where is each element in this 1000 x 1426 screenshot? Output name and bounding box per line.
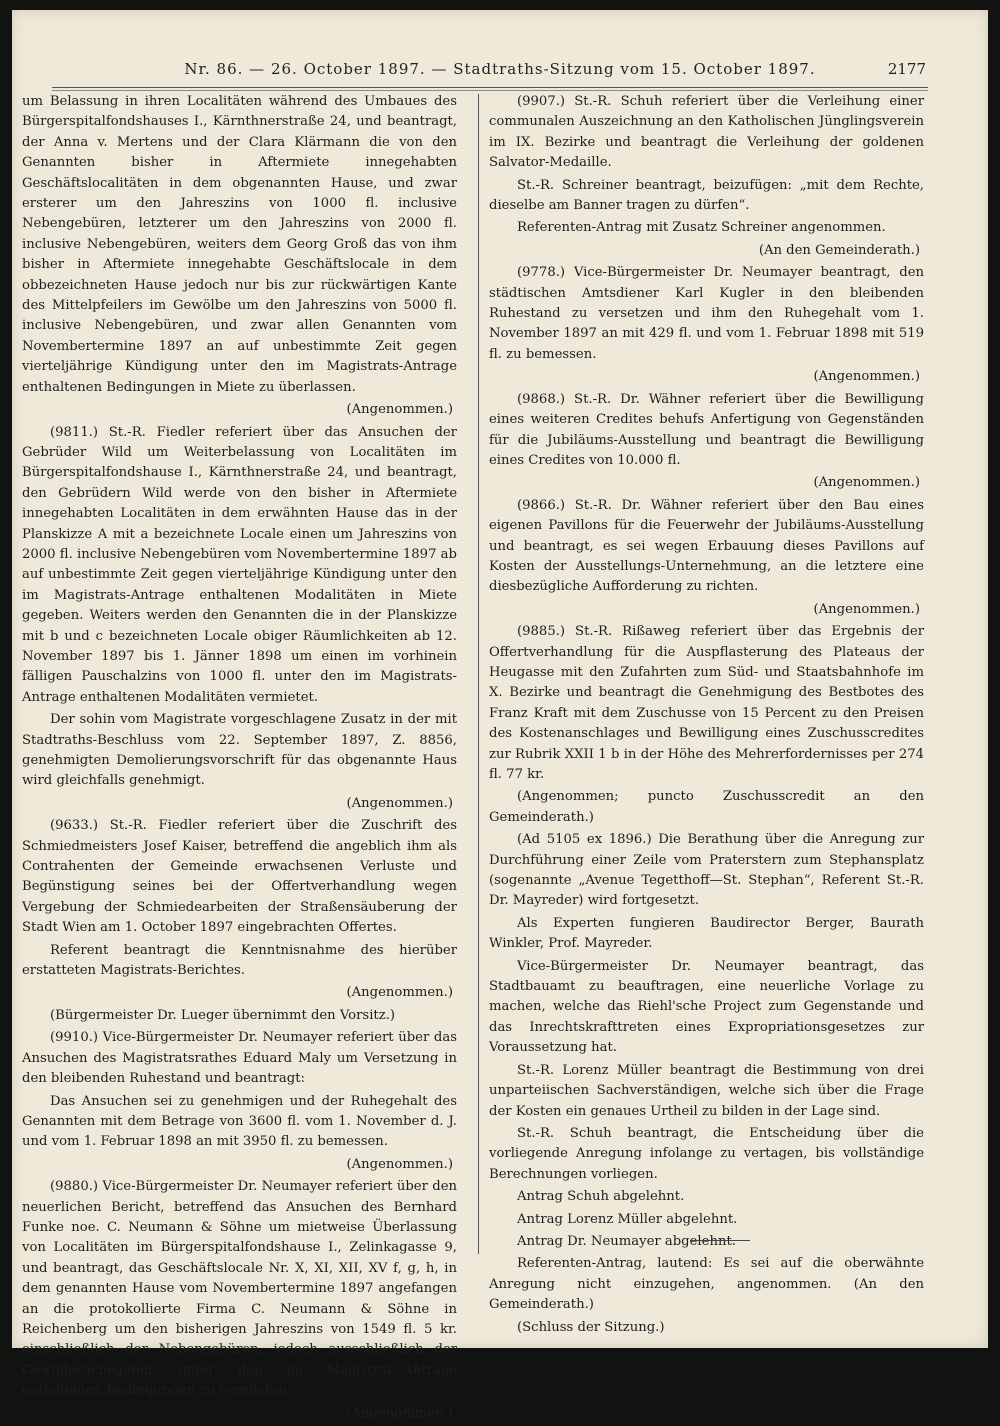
vote-result: Antrag Dr. Neumayer abgelehnt. [517, 1233, 736, 1249]
paragraph: Das Ansuchen sei zu genehmigen und der Ruhegehalt des Genannten mit dem Betrage von 3600 fl. vom 1. November d. J. und vom 1. Februar 1898 an mit 3950 fl. zu bemessen. [22, 1093, 457, 1150]
page-header [12, 10, 988, 94]
column-divider [478, 94, 479, 1254]
resolution-note: (Angenommen.) [346, 985, 453, 1001]
header-rule [52, 87, 928, 88]
page-number: 2177 [887, 60, 926, 78]
resolution-note: (Angenommen.) [346, 1156, 453, 1172]
resolution-note: (Angenommen.) [813, 475, 920, 491]
resolution-note: (Angenommen.) [346, 795, 453, 811]
header-rule-double [52, 90, 928, 91]
paragraph: (9880.) Vice-Bürgermeister Dr. Neumayer referiert über den neuerlichen Bericht, betreffend das Ansuchen des Bernhard Funke noe. C. Neumann & Söhne um mietweise Überlassung von Localitäten im Bürgerspitalfondshause I., Zelinkagasse 9, und beantragt, das Geschäftslocale Nr. X, XI, XII, XV f, g, h, in dem genannten Hause vom Novembertermine 1897 angefangen an die protokollierte Firma C. Neumann & Söhne in Reichenberg um den bisherigen Jahreszins von 1549 fl. 5 kr. einschließlich der Nebengebüren, jedoch ausschließlich der Gewölbwachegebür unter den im Magistrats-Antrage enthaltenen Bedingungen zu vermieten. [22, 1179, 457, 1399]
left-column [22, 92, 457, 1426]
vote-result: Antrag Lorenz Müller abgelehnt. [517, 1211, 738, 1227]
vote-result: Antrag Schuh abgelehnt. [517, 1189, 685, 1205]
paragraph: Der sohin vom Magistrate vorgeschlagene Zusatz in der mit Stadtraths-Beschluss vom 22. September 1897, Z. 8856, genehmigten Demolierungsvorschrift für das obgenannte Haus wird gleichfalls genehmigt. [22, 712, 457, 789]
paragraph: Referenten-Antrag, lautend: Es sei auf die oberwähnte Anregung nicht einzugehen, angenommen. (An den Gemeinderath.) [489, 1256, 924, 1313]
resolution-note: (Angenommen.) [813, 601, 920, 617]
paragraph: (9866.) St.-R. Dr. Wähner referiert über den Bau eines eigenen Pavillons für die Feuerwehr der Jubiläums-Ausstellung und beantragt, es sei wegen Erbauung dieses Pavillons auf Kosten der Ausstellungs-Unternehmung, an die letztere eine diesbezügliche Aufforderung zu richten. [489, 497, 924, 595]
paragraph: Referenten-Antrag mit Zusatz Schreiner angenommen. [517, 220, 886, 236]
session-end-note: (Schluss der Sitzung.) [517, 1319, 665, 1335]
paragraph: um Belassung in ihren Localitäten während des Umbaues des Bürgerspitalfondshauses I., Kärnthnerstraße 24, und beantragt, der Anna v. Mertens und der Clara Klärmann die von den Genannten bisher in Aftermiete innegehabten Geschäftslocalitäten in dem obgenannten Hause, und zwar ersterer um den Jahreszins von 1000 fl. inclusive Nebengebüren, letzterer um den Jahreszins von 2000 fl. inclusive Nebengebüren, weiters dem Georg Groß das von ihm bisher in Aftermiete innegehabte Geschäftslocale in dem obbezeichneten Hause jedoch nur bis zur rückwärtigen Kante des Mittelpfeilers im Gewölbe um den Jahreszins von 5000 fl. inclusive Nebengebüren, und zwar allen Genannten vom Novembertermine 1897 an auf unbestimmte Zeit gegen vierteljährige Kündigung unter den im Magistrats-Antrage enthaltenen Bedingungen in Miete zu überlassen. [22, 94, 457, 395]
paragraph: (9868.) St.-R. Dr. Wähner referiert über die Bewilligung eines weiteren Credites behufs Anfertigung von Gegenständen für die Jubiläums-Ausstellung und beantragt die Bewilligung eines Credites von 10.000 fl. [489, 391, 924, 468]
resolution-note: (Angenommen; puncto Zuschusscredit an den Gemeinderath.) [489, 789, 924, 825]
paragraph: (9633.) St.-R. Fiedler referiert über die Zuschrift des Schmiedmeisters Josef Kaiser, betreffend die angeblich ihm als Contrahenten der Gemeinde erwachsenen Verluste und Begünstigung seines bei der Offertverhandlung wegen Vergebung der Schmiedearbeiten der Straßensäuberung der Stadt Wien am 1. October 1897 eingebrachten Offertes. [22, 818, 457, 936]
paragraph: Vice-Bürgermeister Dr. Neumayer beantragt, das Stadtbauamt zu beauftragen, eine neuerliche Vorlage zu machen, welche das Riehl'sche Project zum Gegenstande und das Inrechtskrafttreten eines Expropriationsgesetzes zur Voraussetzung hat. [489, 958, 924, 1056]
paragraph: St.-R. Schreiner beantragt, beizufügen: „mit dem Rechte, dieselbe am Banner tragen zu dürfen“. [489, 177, 924, 214]
paragraph: (9910.) Vice-Bürgermeister Dr. Neumayer referiert über das Ansuchen des Magistratsrathes Eduard Maly um Versetzung in den bleibenden Ruhestand und beantragt: [22, 1030, 457, 1087]
paragraph: Als Experten fungieren Baudirector Berger, Baurath Winkler, Prof. Mayreder. [489, 915, 924, 952]
resolution-note: (Angenommen.) [346, 1405, 453, 1421]
resolution-note: (Angenommen.) [813, 369, 920, 385]
header-title: Nr. 86. — 26. October 1897. — Stadtraths-Sitzung vom 15. October 1897. [184, 60, 816, 78]
paragraph: St.-R. Schuh beantragt, die Entscheidung über die vorliegende Anregung infolange zu vertagen, bis vollständige Berechnungen vorliegen. [489, 1125, 924, 1182]
paragraph: (9907.) St.-R. Schuh referiert über die Verleihung einer communalen Auszeichnung an den Katholischen Jünglingsverein im IX. Bezirke und beantragt die Verleihung der goldenen Salvator-Medaille. [489, 94, 924, 171]
right-column [489, 92, 924, 1340]
closing-rule [690, 1240, 750, 1241]
paragraph: Referent beantragt die Kenntnisnahme des hierüber erstatteten Magistrats-Berichtes. [22, 942, 457, 979]
paragraph: (9885.) St.-R. Rißaweg referiert über das Ergebnis der Offertverhandlung für die Auspflasterung des Plateaus der Heugasse mit den Zufahrten zum Süd- und Staatsbahnhofe im X. Bezirke und beantragt die Genehmigung des Bestbotes des Franz Kraft mit dem Zuschusse von 15 Percent zu den Preisen des Kostenanschlages und Bewilligung eines Zuschusscredites zur Rubrik XXII 1 b in der Höhe des Mehrerfordernisses per 274 fl. 77 kr. [489, 624, 924, 782]
resolution-note: (An den Gemeinderath.) [758, 242, 920, 258]
chair-note: (Bürgermeister Dr. Lueger übernimmt den Vorsitz.) [50, 1007, 395, 1023]
paragraph: (Ad 5105 ex 1896.) Die Berathung über die Anregung zur Durchführung einer Zeile vom Praterstern zum Stephansplatz (sogenannte „Avenue Tegetthoff—St. Stephan“, Referent St.-R. Dr. Mayreder) wird fortgesetzt. [489, 832, 924, 909]
paragraph: (9778.) Vice-Bürgermeister Dr. Neumayer beantragt, den städtischen Amtsdiener Karl Kugler in den bleibenden Ruhestand zu versetzen und ihm den Ruhegehalt vom 1. November 1897 an mit 429 fl. und vom 1. Februar 1898 mit 519 fl. zu bemessen. [489, 265, 924, 362]
paragraph: St.-R. Lorenz Müller beantragt die Bestimmung von drei unparteiischen Sachverständigen, welche sich über die Frage der Kosten ein genaues Urtheil zu bilden in der Lage sind. [489, 1062, 924, 1119]
paragraph: (9811.) St.-R. Fiedler referiert über das Ansuchen der Gebrüder Wild um Weiterbelassung von Localitäten im Bürgerspitalfondshause I., Kärnthnerstraße 24, und beantragt, den Gebrüdern Wild werde von den bisher in Aftermiete innegehabten Localitäten in dem erwähnten Hause das in der Planskizze A mit a bezeichnete Locale einen um Jahreszins von 2000 fl. inclusive Nebengebüren vom Novembertermine 1897 ab auf unbestimmte Zeit gegen vierteljährige Kündigung unter den im Magistrats-Antrage enthaltenen Modalitäten in Miete gegeben. Weiters werden den Genannten die in der Planskizze mit b und c bezeichneten Locale obiger Räumlichkeiten ab 12. November 1897 bis 1. Jänner 1898 um einen im vorhinein fälligen Pauschalzins von 1000 fl. unter den im Magistrats-Antrage enthaltenen Modalitäten vermietet. [22, 424, 457, 705]
resolution-note: (Angenommen.) [346, 402, 453, 418]
